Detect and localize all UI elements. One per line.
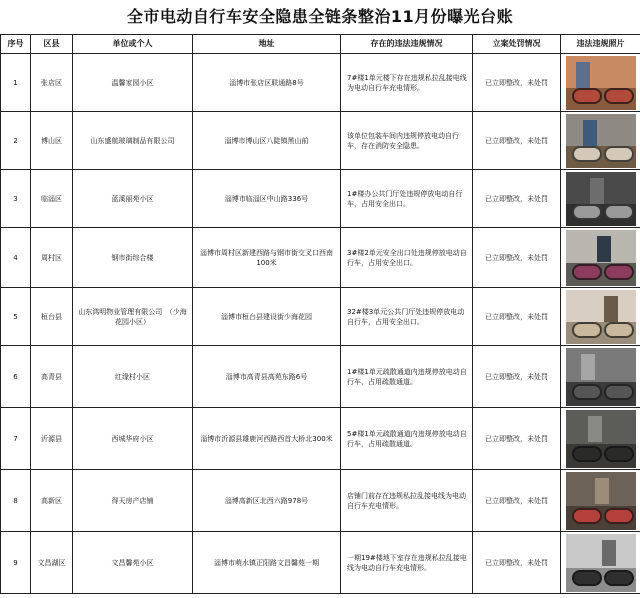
- row-penalty-cell: 已立即整改，未处罚: [473, 228, 561, 288]
- table-row: [1, 288, 640, 346]
- row-violation-cell: 5#楼1单元疏散通道内违规停放电动自行车，占用疏散通道。: [341, 408, 473, 470]
- photo-e-bike: [572, 204, 602, 220]
- row-photo-cell: [561, 532, 640, 594]
- table-row: [1, 170, 640, 228]
- table-row: [1, 346, 640, 408]
- row-district-cell: 周村区: [31, 228, 73, 288]
- photo-e-bike: [572, 508, 602, 524]
- photo-e-bike: [604, 146, 634, 162]
- photo-e-bike: [604, 570, 634, 586]
- photo-door: [602, 540, 616, 566]
- row-violation-cell: 32#楼3单元公共门厅处违规停放电动自行车，占用安全出口。: [341, 288, 473, 346]
- photo-door: [583, 120, 597, 146]
- row-no-cell: 9: [1, 532, 31, 594]
- row-penalty-cell: 已立即整改，未处罚: [473, 470, 561, 532]
- row-violation-cell: 该单位包装车间内违规停放电动自行车，存在消防安全隐患。: [341, 112, 473, 170]
- document-title: 全市电动自行车安全隐患全链条整治11月份曝光台账: [126, 7, 514, 26]
- row-penalty-cell: 已立即整改，未处罚: [473, 346, 561, 408]
- row-violation-cell: 1#楼1单元疏散通道内违规停放电动自行车，占用疏散通道。: [341, 346, 473, 408]
- photo-door: [604, 296, 618, 322]
- row-photo-cell: [561, 346, 640, 408]
- photo-wall: [566, 290, 636, 322]
- table-header-row: [1, 35, 640, 54]
- table-body: [1, 54, 640, 594]
- row-unit-cell: 西城华府小区: [73, 408, 193, 470]
- table-row: [1, 228, 640, 288]
- row-no-cell: 4: [1, 228, 31, 288]
- photo-e-bike: [572, 322, 602, 338]
- row-no-cell: 7: [1, 408, 31, 470]
- row-violation-cell: 一期19#楼地下室存在违规私拉乱接电线为电动自行车充电情形。: [341, 532, 473, 594]
- photo-e-bike: [572, 146, 602, 162]
- photo-e-bike: [604, 446, 634, 462]
- row-photo-cell: [561, 170, 640, 228]
- row-violation-cell: 店铺门前存在违规私拉乱接电线为电动自行车充电情形。: [341, 470, 473, 532]
- row-no-cell: 8: [1, 470, 31, 532]
- row-photo-cell: [561, 228, 640, 288]
- row-address-cell: 淄博市张店区联通路8号: [193, 54, 341, 112]
- row-address-cell: 淄博市周村区新建西路与钢市街交叉口西南100米: [193, 228, 341, 288]
- row-address-cell: 淄博市博山区八陡镇黑山前: [193, 112, 341, 170]
- row-unit-cell: 钢市街综合楼: [73, 228, 193, 288]
- header-cell-penalty: 立案处罚情况: [473, 35, 561, 54]
- row-photo-cell: [561, 470, 640, 532]
- row-no-cell: 5: [1, 288, 31, 346]
- header-cell-unit: 单位或个人: [73, 35, 193, 54]
- row-district-cell: 博山区: [31, 112, 73, 170]
- header-cell-address: 地址: [193, 35, 341, 54]
- violation-photo: [566, 348, 636, 406]
- row-violation-cell: 7#楼1单元楼下存在违规私拉乱接电线为电动自行车充电情形。: [341, 54, 473, 112]
- photo-door: [588, 416, 602, 442]
- row-penalty-cell: 已立即整改，未处罚: [473, 54, 561, 112]
- row-penalty-cell: 已立即整改，未处罚: [473, 408, 561, 470]
- photo-wall: [566, 534, 636, 569]
- photo-e-bike: [572, 264, 602, 280]
- row-photo-cell: [561, 408, 640, 470]
- violation-photo: [566, 410, 636, 468]
- row-address-cell: 淄博市高青县高苑东路6号: [193, 346, 341, 408]
- header-cell-photo: 违法违规照片: [561, 35, 640, 54]
- photo-door: [590, 178, 604, 204]
- row-violation-cell: 1#楼办公共门厅处违规停放电动自行车，占用安全出口。: [341, 170, 473, 228]
- violation-photo: [566, 472, 636, 530]
- violation-photo: [566, 56, 636, 110]
- row-penalty-cell: 已立即整改，未处罚: [473, 532, 561, 594]
- row-violation-cell: 3#楼2单元安全出口处违规停放电动自行车，占用安全出口。: [341, 228, 473, 288]
- photo-e-bike: [604, 264, 634, 280]
- table-row: [1, 408, 640, 470]
- photo-e-bike: [604, 204, 634, 220]
- row-no-cell: 3: [1, 170, 31, 228]
- row-no-cell: 1: [1, 54, 31, 112]
- photo-door: [576, 62, 590, 88]
- row-no-cell: 2: [1, 112, 31, 170]
- photo-e-bike: [604, 384, 634, 400]
- row-unit-cell: 文昌馨苑小区: [73, 532, 193, 594]
- photo-wall: [566, 114, 636, 146]
- row-address-cell: 淄博高新区北西六路978号: [193, 470, 341, 532]
- row-photo-cell: [561, 288, 640, 346]
- photo-e-bike: [604, 508, 634, 524]
- row-address-cell: 淄博市临淄区中山路336号: [193, 170, 341, 228]
- photo-door: [597, 236, 611, 262]
- photo-e-bike: [572, 88, 602, 104]
- photo-e-bike: [572, 384, 602, 400]
- row-unit-cell: 蓝溪丽苑小区: [73, 170, 193, 228]
- row-district-cell: 沂源县: [31, 408, 73, 470]
- exposure-ledger-table: [0, 34, 640, 594]
- photo-door: [581, 354, 595, 380]
- header-cell-no: 序号: [1, 35, 31, 54]
- table-row: [1, 54, 640, 112]
- table-row: [1, 470, 640, 532]
- row-unit-cell: 山东鸿明物业管理有限公司 （少海花园小区）: [73, 288, 193, 346]
- violation-photo: [566, 230, 636, 286]
- row-penalty-cell: 已立即整改，未处罚: [473, 170, 561, 228]
- violation-photo: [566, 172, 636, 226]
- photo-e-bike: [604, 322, 634, 338]
- row-unit-cell: 得天房产店铺: [73, 470, 193, 532]
- row-address-cell: 淄博市桓台县建设街少海花园: [193, 288, 341, 346]
- row-unit-cell: 红缘村小区: [73, 346, 193, 408]
- row-penalty-cell: 已立即整改，未处罚: [473, 288, 561, 346]
- photo-e-bike: [604, 88, 634, 104]
- row-district-cell: 张店区: [31, 54, 73, 112]
- header-cell-district: 区县: [31, 35, 73, 54]
- row-address-cell: 淄博市萌水镇正阳路文昌馨苑一期: [193, 532, 341, 594]
- photo-e-bike: [572, 446, 602, 462]
- table-row: [1, 112, 640, 170]
- row-district-cell: 桓台县: [31, 288, 73, 346]
- row-address-cell: 淄博市沂源县雄鹿河西路西首大桥北300米: [193, 408, 341, 470]
- photo-e-bike: [572, 570, 602, 586]
- row-unit-cell: 温馨家园小区: [73, 54, 193, 112]
- violation-photo: [566, 534, 636, 592]
- violation-photo: [566, 290, 636, 344]
- row-unit-cell: 山东盛航玻璃制品有限公司: [73, 112, 193, 170]
- photo-door: [595, 478, 609, 504]
- row-district-cell: 临淄区: [31, 170, 73, 228]
- row-penalty-cell: 已立即整改，未处罚: [473, 112, 561, 170]
- row-district-cell: 高新区: [31, 470, 73, 532]
- table-row: [1, 532, 640, 594]
- row-photo-cell: [561, 54, 640, 112]
- violation-photo: [566, 114, 636, 168]
- row-no-cell: 6: [1, 346, 31, 408]
- row-photo-cell: [561, 112, 640, 170]
- row-district-cell: 高青县: [31, 346, 73, 408]
- photo-wall: [566, 348, 636, 383]
- header-cell-violation: 存在的违法违规情况: [341, 35, 473, 54]
- row-district-cell: 文昌湖区: [31, 532, 73, 594]
